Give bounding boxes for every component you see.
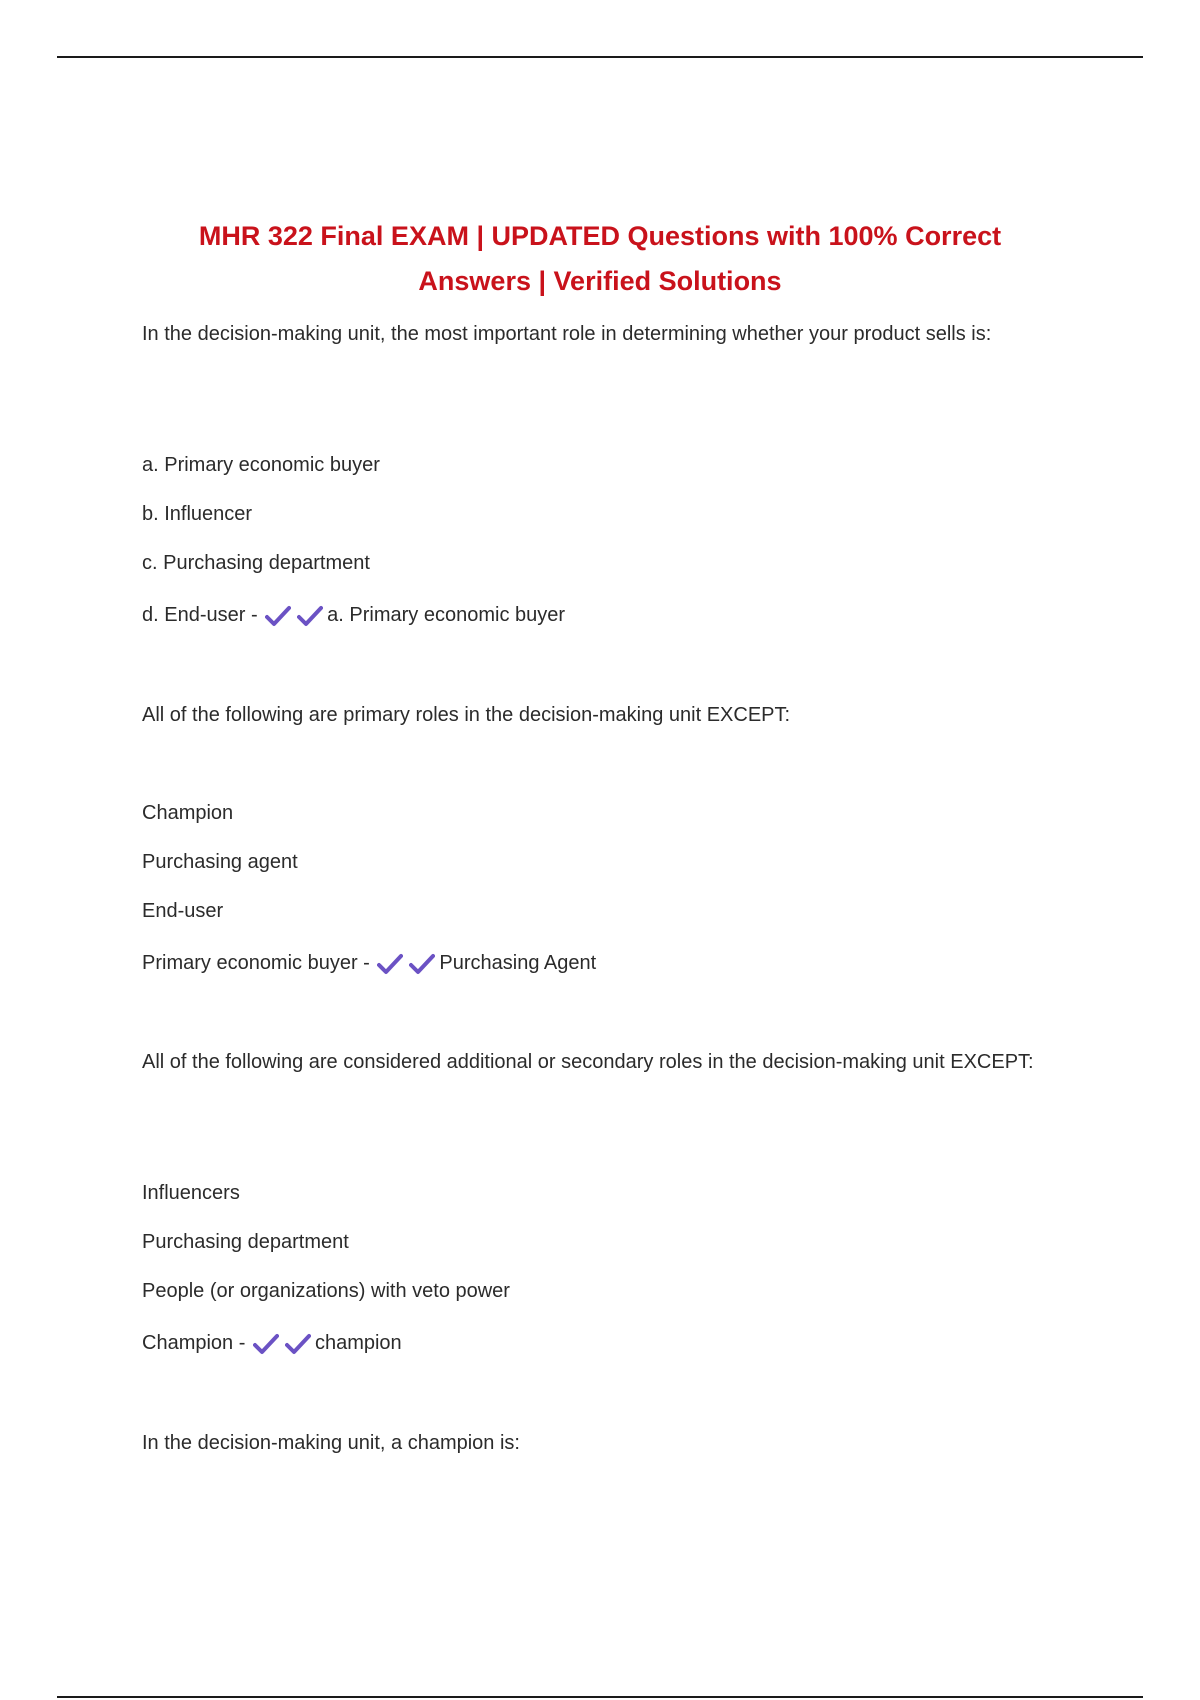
question-1-option-c: c. Purchasing department [142,552,370,574]
question-3-prompt: All of the following are considered additional or secondary roles in the decision-making unit EXCEPT: [142,1051,1034,1073]
question-1-option-a: a. Primary economic buyer [142,454,380,476]
question-2-answer-line [142,946,596,981]
question-2-option-4: Primary economic buyer - [142,952,370,974]
check-icon [297,605,323,627]
question-1-answer: a. Primary economic buyer [327,604,566,626]
question-1-answer-line [142,598,565,633]
question-1-prompt: In the decision-making unit, the most important role in determining whether your product sells is: [142,323,992,345]
question-2-option-3: End-user [142,900,224,922]
footer-rule [57,1696,1143,1698]
question-2-answer: Purchasing Agent [439,952,597,974]
question-3-option-3: People (or organizations) with veto power [142,1280,510,1302]
question-4-prompt: In the decision-making unit, a champion is: [142,1432,520,1454]
question-1-option-b: b. Influencer [142,503,253,525]
question-2-option-2: Purchasing agent [142,851,298,873]
question-2-option-1: Champion [142,802,234,824]
answer-checkmarks [265,599,323,633]
question-3-option-1: Influencers [142,1182,240,1204]
header-rule [57,56,1143,58]
title-line-1: MHR 322 Final EXAM | UPDATED Questions with 100% Correct [198,221,1002,251]
check-icon [253,1333,279,1355]
answer-checkmarks [253,1327,311,1361]
check-icon [409,953,435,975]
question-3-answer: champion [314,1332,402,1354]
question-3-option-2: Purchasing department [142,1231,349,1253]
question-1-option-d: d. End-user - [142,604,258,626]
question-3-option-4: Champion - [142,1332,246,1354]
check-icon [377,953,403,975]
question-3-answer-line [142,1326,402,1361]
check-icon [285,1333,311,1355]
answer-checkmarks [377,947,435,981]
check-icon [265,605,291,627]
title-line-2: Answers | Verified Solutions [418,266,782,296]
question-2-prompt: All of the following are primary roles in the decision-making unit EXCEPT: [142,704,791,726]
document-title [120,214,1080,304]
